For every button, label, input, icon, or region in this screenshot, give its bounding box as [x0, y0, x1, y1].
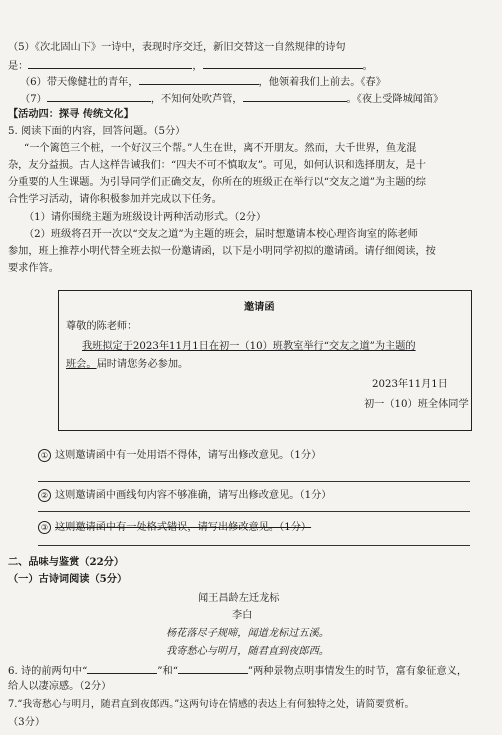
- invitation-body-rest: 届时请您务必参加。: [96, 359, 189, 370]
- subquestion-1: （1）请你围绕主题为班级设计两种活动形式。（2分）: [24, 212, 267, 223]
- invitation-signature: 初一（10）班全体同学: [364, 399, 469, 410]
- q7-text-a: （7）: [20, 94, 47, 105]
- q6-part-a: 6. 诗的前两句中“: [8, 666, 88, 677]
- task-3: [38, 521, 311, 534]
- question-5-title: 5. 阅读下面的内容，回答问题。（5分）: [8, 126, 186, 137]
- invitation-body-2: [66, 358, 188, 371]
- subquestion-2-cont: 参加，班上推荐小明代替全班去拟一份邀请函，以下是小明同学初拟的邀请函。请仔细阅读，按: [8, 246, 436, 257]
- answer-line[interactable]: [38, 545, 470, 546]
- answer-blank[interactable]: [243, 91, 347, 102]
- q6-text-a: （6）带天像健壮的青年，: [20, 77, 139, 88]
- answer-blank[interactable]: [87, 663, 157, 674]
- answer-blank[interactable]: [47, 91, 151, 102]
- passage-line: 合性学习活动，请你积极参加并完成以下任务。: [8, 194, 222, 205]
- task-number: ②: [38, 489, 51, 502]
- task-1: [38, 449, 321, 462]
- answer-blank[interactable]: [203, 58, 363, 69]
- answer-line[interactable]: [38, 511, 470, 512]
- section-2-1-heading: （一）古诗词阅读（5分）: [8, 573, 128, 585]
- poem-title: 闻王昌龄左迁龙标: [198, 593, 280, 604]
- invitation-body-underlined: 我班拟定于2023年11月1日在初一（10）班教室举行“交友之道”为主题的: [82, 341, 416, 352]
- question-7: 7.“我寄愁心与明月，随君直到夜郎西。”这两句诗在情感的表达上有何独特之处，请简要赏析。: [8, 699, 415, 710]
- q6-part-c: ”两种景物点明事情发生的时节，富有象征意义，: [247, 666, 468, 677]
- q7-text-c: 。《夜上受降城闻笛》: [346, 94, 444, 105]
- subquestion-2: （2）班级将召开一次以“交友之道”为主题的班会，届时想邀请本校心理咨询室的陈老师: [24, 229, 418, 240]
- task-2-text: 这则邀请函中画线句内容不够准确，请写出修改意见。（1分）: [55, 490, 332, 501]
- answer-blank[interactable]: [178, 663, 248, 674]
- answer-line[interactable]: [38, 481, 470, 482]
- task-number: ③: [38, 521, 51, 534]
- task-3-text: 这则邀请函中有一处格式错误，请写出修改意见。（1分）: [55, 522, 312, 533]
- task-1-text: 这则邀请函中有一处用语不得体，请写出修改意见。（1分）: [55, 450, 322, 461]
- q5-answer-row: 是： ， 。: [8, 58, 373, 73]
- q7-text-b: ，不知何处吹芦管，: [150, 94, 243, 105]
- q6-fill-row: [20, 74, 386, 89]
- q6-text-b: ，他领着我们上前去。《春》: [258, 77, 386, 88]
- q5-line: （5）《次北固山下》一诗中，表现时序交迁，新旧交替这一自然规律的诗句: [8, 42, 346, 53]
- q6-part-b: ”和“: [157, 666, 178, 677]
- section-2-heading: 二、品味与鉴赏（22分）: [8, 556, 125, 568]
- task-number: ①: [38, 449, 51, 462]
- answer-blank[interactable]: [139, 74, 259, 85]
- question-6-cont: 给人以凄凉感。（2分）: [8, 681, 112, 692]
- q7-fill-row: [20, 91, 443, 106]
- task-2: [38, 489, 331, 502]
- poem-line: 我寄愁心与明月，随君直到夜郎西。: [166, 646, 329, 657]
- passage-line: “一个篱笆三个桩，一个好汉三个帮。”人生在世，离不开朋友。然而，大千世界，鱼龙混: [24, 143, 417, 154]
- poem-line: 杨花落尽子规啼，闻道龙标过五溪。: [166, 628, 329, 639]
- invitation-greeting: 尊敬的陈老师：: [66, 321, 138, 332]
- passage-line: 分重要的人生课题。为引导同学们正确交友，你所在的班级正在举行以“交友之道”为主题的综: [8, 177, 426, 188]
- question-7-points: （3分）: [8, 717, 46, 728]
- activity-heading: 【活动四：探寻 传统文化】: [8, 108, 134, 120]
- poem-author: 李白: [232, 610, 253, 621]
- q5-prefix: 是：: [8, 61, 29, 72]
- answer-blank[interactable]: [28, 58, 192, 69]
- invitation-title: 邀请函: [244, 301, 275, 313]
- invitation-date: 2023年11月1日: [372, 379, 448, 390]
- passage-line: 杂，友分益损。古人这样告诫我们：“四夫不可不慎取友”。可见，如何认识和选择朋友，是十: [8, 160, 426, 171]
- invitation-body-underlined-end: 班会。: [66, 359, 97, 370]
- subquestion-2-cont: 要求作答。: [8, 263, 59, 274]
- question-6: [8, 663, 467, 678]
